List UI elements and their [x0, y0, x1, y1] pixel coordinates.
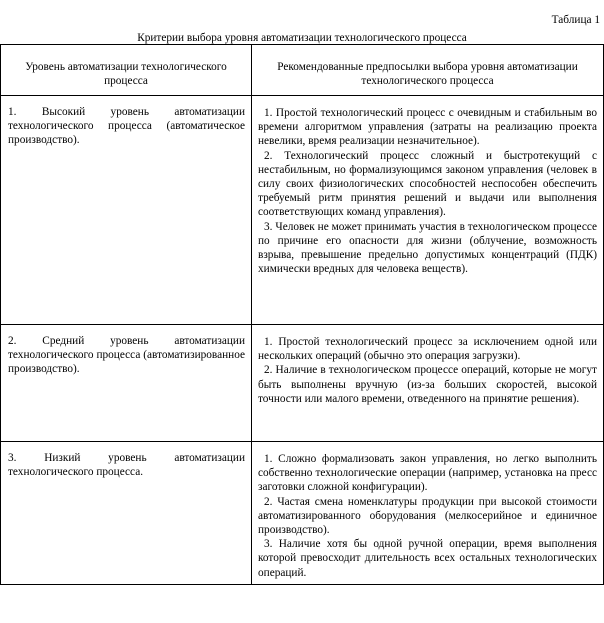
level-text: 2. Средний уровень автоматизации технологического процесса (автоматизированное производство). — [8, 335, 245, 376]
header-level-label: Уровень автоматизации технологического процесса — [25, 61, 227, 88]
reason-item: 1. Сложно формализовать закон управления, но легко выполнить собственно технологические операции (например, установка на пресс заготовки сложной конфигурации). — [258, 453, 597, 494]
header-cell-level — [1, 45, 252, 96]
reasons-cell — [252, 442, 604, 585]
level-cell — [1, 96, 252, 325]
table-row — [1, 442, 604, 585]
header-reasons-label: Рекомендованные предпосылки выбора уровня автоматизации технологического процесса — [277, 61, 578, 88]
table-row — [1, 96, 604, 325]
reason-item: 2. Частая смена номенклатуры продукции при высокой стоимости автоматизированного оборудования (мелкосерийное и единичное производство). — [258, 495, 597, 537]
reason-item: 1. Простой технологический процесс с очевидным и стабильным во времени алгоритмом управления (затраты на реализацию проекта невелики, время реализации незначительное). — [258, 107, 597, 148]
reasons-cell — [252, 96, 604, 325]
level-text: 3. Низкий уровень автоматизации технологического процесса. — [8, 452, 245, 479]
reasons-list — [252, 96, 603, 280]
criteria-table — [0, 44, 604, 585]
level-cell — [1, 442, 252, 585]
table-number: Таблица 1 — [551, 14, 600, 26]
header-cell-reasons — [252, 45, 604, 96]
reasons-cell — [252, 325, 604, 442]
table-header-row — [1, 45, 604, 96]
level-text: 1. Высокий уровень автоматизации технологического процесса (автоматическое производство). — [8, 106, 245, 147]
reasons-list — [252, 442, 603, 584]
reason-item: 2. Технологический процесс сложный и быстротекущий с нестабильным, но формализующимся законом управления (человек в силу своих физиологических способностей неспособен обеспечить требуемый ритм принятия решений и выдачи или выполнения соответствующих команд управления). — [258, 149, 597, 219]
level-cell — [1, 325, 252, 442]
reasons-list — [252, 325, 603, 410]
table-caption: Критерии выбора уровня автоматизации технологического процесса — [137, 32, 467, 44]
table-row — [1, 325, 604, 442]
reason-item: 2. Наличие в технологическом процессе операций, которые не могут быть выполнены вручную (из-за больших скоростей, высокой точности или малого времени, отведенного на принятие решения). — [258, 364, 597, 405]
reason-item: 3. Человек не может принимать участия в технологическом процессе по причине его опасности для жизни (облучение, возможность взрыва, превышение предельно допустимых концентраций (ПДК) химически вредных для человека веществ). — [258, 220, 597, 276]
reason-item: 1. Простой технологический процесс за исключением одной или нескольких операций (обычно это операция загрузки). — [258, 336, 597, 363]
reason-item: 3. Наличие хотя бы одной ручной операции, время выполнения которой превосходит длительность всех остальных технологических операций. — [258, 538, 597, 579]
